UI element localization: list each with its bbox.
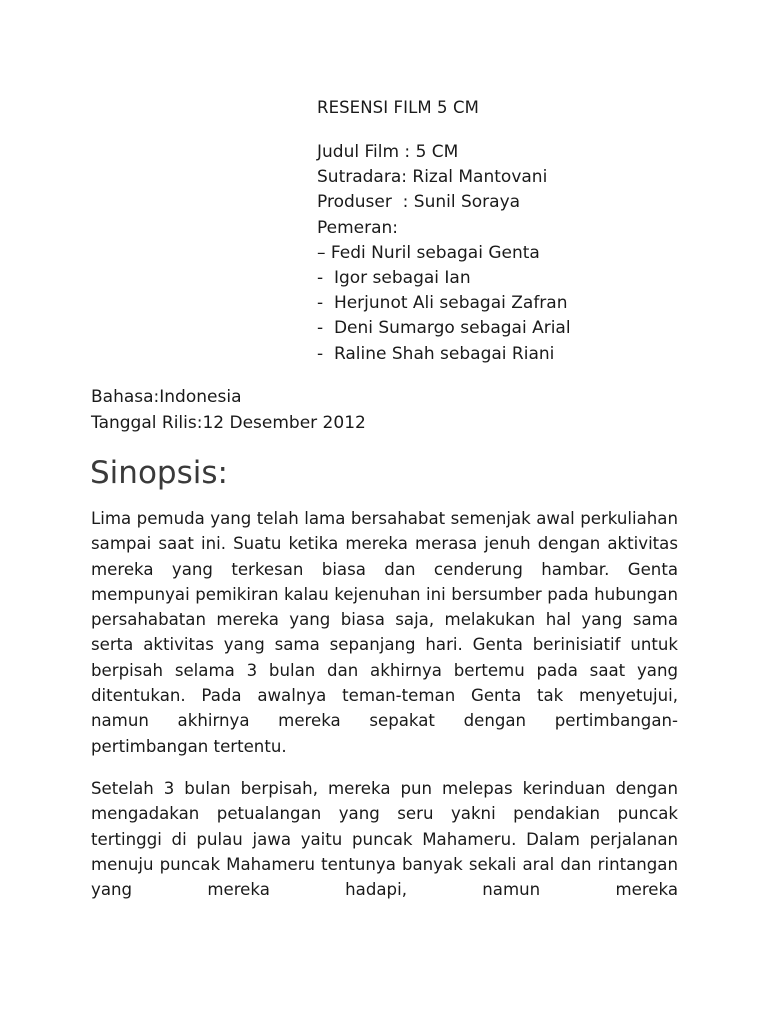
cast-item: - Deni Sumargo sebagai Arial	[317, 318, 571, 339]
cast-item: - Herjunot Ali sebagai Zafran	[317, 293, 568, 314]
film-info	[317, 140, 571, 367]
info-pemeran-label: Pemeran:	[317, 217, 399, 238]
cast-item: - Raline Shah sebagai Riani	[317, 343, 555, 364]
document-title: RESENSI FILM 5 CM	[317, 98, 479, 117]
sinopsis-paragraph-1: Lima pemuda yang telah lama bersahabat semenjak awal perkuliahan sampai saat ini. Suatu ketika mereka merasa jenuh dengan aktivitas mereka yang terkesan biasa dan cenderung hambar. Genta mempunyai pemikiran kalau kejenuhan ini bersumber pada hubungan persahabatan mereka yang biasa saja, melakukan hal yang sama serta aktivitas yang sama sepanjang hari. Genta berinisiatif untuk berpisah selama 3 bulan dan akhirnya bertemu pada saat yang ditentukan. Pada awalnya teman-teman Genta tak menyetujui, namun akhirnya mereka sepakat dengan pertimbangan-pertimbangan tertentu.	[91, 509, 678, 756]
meta-bahasa: Bahasa:Indonesia	[91, 387, 242, 407]
meta-tanggal-rilis: Tanggal Rilis:12 Desember 2012	[91, 412, 366, 433]
sinopsis-heading: Sinopsis:	[90, 455, 228, 491]
info-judul: Judul Film : 5 CM	[317, 142, 459, 162]
film-meta	[91, 385, 366, 436]
info-sutradara: Sutradara: Rizal Mantovani	[317, 167, 548, 188]
info-produser: Produser : Sunil Soraya	[317, 192, 521, 213]
sinopsis-paragraph-2: Setelah 3 bulan berpisah, mereka pun melepas kerinduan dengan mengadakan petualangan yang seru yakni pendakian puncak tertinggi di pulau jawa yaitu puncak Mahameru. Dalam perjalanan menuju puncak Mahameru tentunya banyak sekali aral dan rintangan yang mereka hadapi, namun mereka	[91, 779, 678, 900]
cast-item: - Igor sebagai Ian	[317, 268, 471, 289]
cast-item: – Fedi Nuril sebagai Genta	[317, 242, 540, 263]
